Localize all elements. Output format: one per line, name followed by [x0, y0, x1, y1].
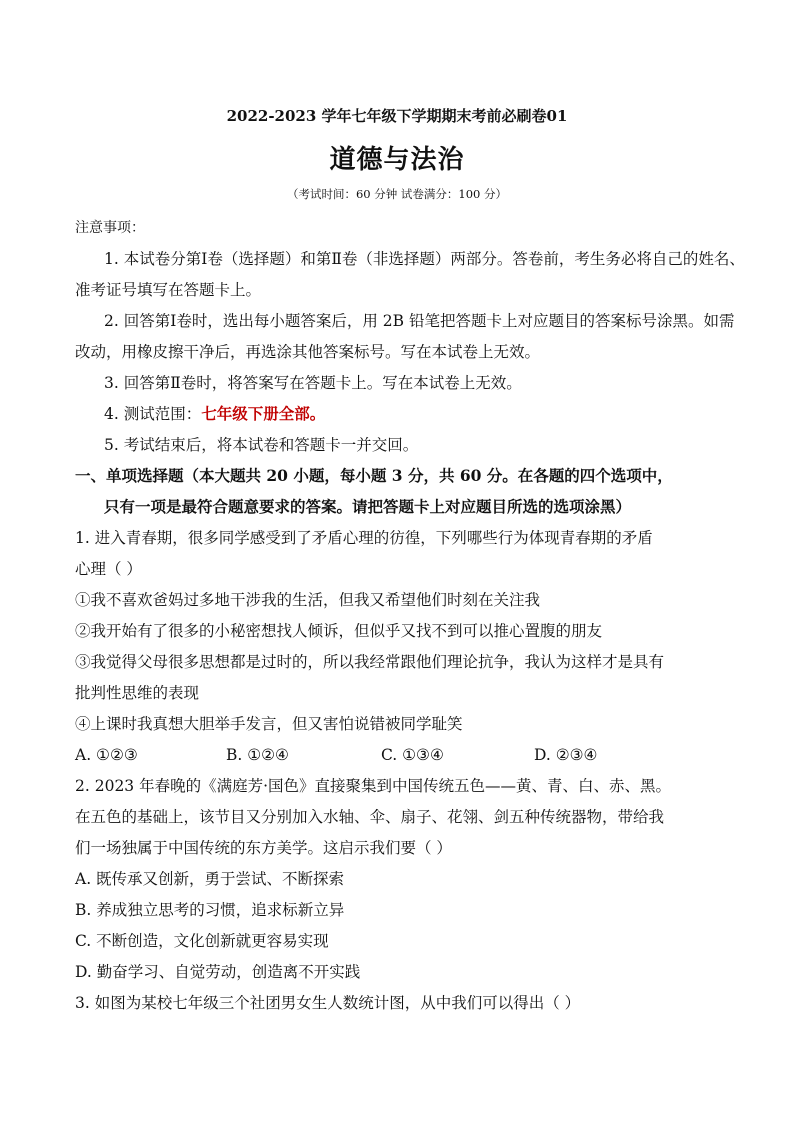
q1-stem-line-2: 心理（ ）: [75, 560, 142, 578]
q1-statement-3-line-1: ③我觉得父母很多思想都是过时的，所以我经常跟他们理论抗争，我认为这样才是具有: [75, 653, 665, 671]
q1-statement-1: ①我不喜欢爸妈过多地干涉我的生活，但我又希望他们时刻在关注我: [75, 591, 541, 609]
q1-statement-2: ②我开始有了很多的小秘密想找人倾诉，但似乎又找不到可以推心置腹的朋友: [75, 622, 603, 640]
q3-stem-line-1: 3. 如图为某校七年级三个社团男女生人数统计图，从中我们可以得出（ ）: [75, 994, 581, 1012]
test-scope-highlight: 七年级下册全部。: [201, 404, 326, 423]
note-item-2-line-1: 2. 回答第Ⅰ卷时，选出每小题答案后，用 2B 铅笔把答题卡上对应题目的答案标号涂黑。如需: [104, 312, 735, 330]
q1-statement-3-line-2: 批判性思维的表现: [75, 684, 200, 702]
q1-option-c: C. ①③④: [381, 746, 444, 764]
note-item-5: 5. 考试结束后，将本试卷和答题卡一并交回。: [104, 436, 419, 454]
q1-option-b: B. ①②④: [226, 746, 289, 764]
q2-option-a: A. 既传承又创新，勇于尝试、不断探索: [75, 870, 345, 888]
q2-option-b: B. 养成独立思考的习惯，追求标新立异: [75, 901, 345, 919]
q2-option-d: D. 勤奋学习、自觉劳动，创造离不开实践: [75, 963, 361, 981]
q1-stem-line-1: 1. 进入青春期，很多同学感受到了矛盾心理的彷徨，下列哪些行为体现青春期的矛盾: [75, 529, 653, 547]
q1-statement-4: ④上课时我真想大胆举手发言，但又害怕说错被同学耻笑: [75, 715, 463, 733]
q1-option-a: A. ①②③: [75, 746, 138, 764]
q2-option-c: C. 不断创造，文化创新就更容易实现: [75, 932, 329, 950]
q2-stem-line-1: 2. 2023 年春晚的《满庭芳·国色》直接聚集到中国传统五色——黄、青、白、赤、黑。: [75, 777, 672, 795]
note-item-1-line-1: 1. 本试卷分第Ⅰ卷（选择题）和第Ⅱ卷（非选择题）两部分。答卷前，考生务必将自己的姓名、: [104, 250, 745, 268]
q1-option-d: D. ②③④: [534, 746, 598, 764]
section-heading-line-2: 只有一项是最符合题意要求的答案。请把答题卡上对应题目所选的选项涂黑）: [104, 497, 632, 516]
note-item-1-line-2: 准考证号填写在答题卡上。: [75, 281, 262, 299]
note-item-2-line-2: 改动，用橡皮擦干净后，再选涂其他答案标号。写在本试卷上无效。: [75, 343, 541, 361]
note-item-4: [104, 404, 325, 424]
section-heading-line-1: 一、单项选择题（本大题共 20 小题，每小题 3 分，共 60 分。在各题的四个选项中，: [75, 466, 673, 485]
note-item-4-prefix: 4. 测试范围：: [104, 405, 202, 423]
notes-heading: 注意事项：: [75, 220, 145, 236]
exam-info: （考试时间：60 分钟 试卷满分：100 分）: [286, 187, 508, 201]
page-title: 道德与法治: [329, 145, 465, 175]
note-item-3: 3. 回答第Ⅱ卷时，将答案写在答题卡上。写在本试卷上无效。: [104, 374, 522, 392]
q2-stem-line-3: 们一场独属于中国传统的东方美学。这启示我们要（ ）: [75, 839, 452, 857]
exam-subtitle: 2022-2023 学年七年级下学期期末考前必刷卷01: [226, 107, 568, 125]
q2-stem-line-2: 在五色的基础上，该节目又分别加入水轴、伞、扇子、花翎、剑五种传统器物，带给我: [75, 808, 665, 826]
